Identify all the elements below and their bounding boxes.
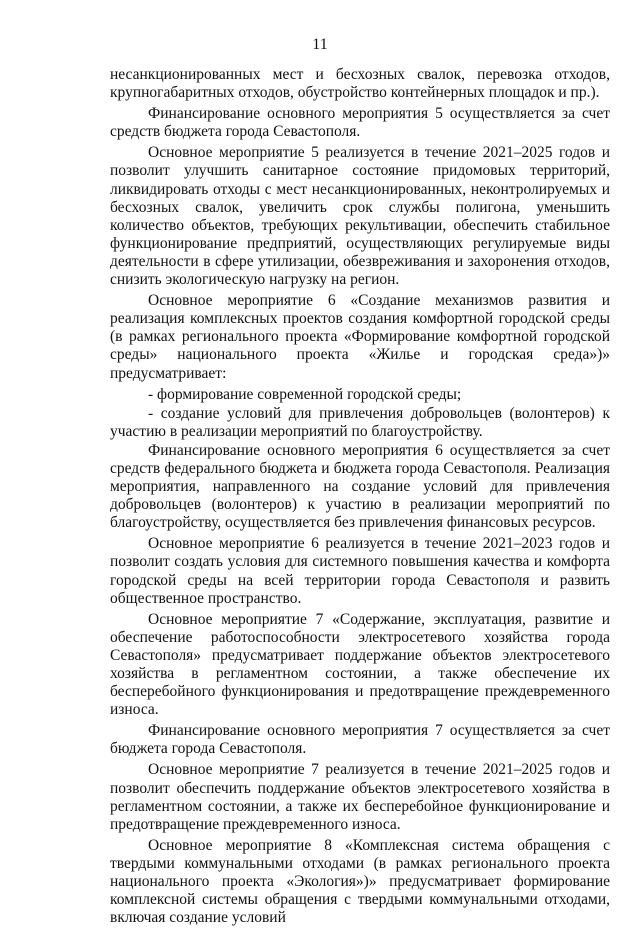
paragraph-continuation: несанкционированных мест и бесхозных свалок, перевозка отходов, крупногабаритных отходов, обустройство контейнерных площадок и пр.). (110, 66, 610, 102)
page-number: 11 (312, 36, 328, 53)
paragraph-measure-8-intro: Основное мероприятие 8 «Комплексная система обращения с твердыми коммунальными отходами (в рамках регионального проекта национального проекта «Экология»)» предусматривает формирование комплексной системы обращения с твердыми коммунальными отходами, включая создание условий (110, 836, 610, 927)
paragraph-measure-6-effects: Основное мероприятие 6 реализуется в течение 2021–2023 годов и позволит создать условия для системного повышения качества и комфорта городской среды на всей территории города Севастополя и развить общественное пространство. (110, 535, 610, 607)
list-item: - создание условий для привлечения добровольцев (волонтеров) к участию в реализации мероприятий по благоустройству. (110, 404, 610, 440)
list-item: - формирование современной городской среды; (148, 385, 462, 403)
paragraph-measure-7-intro: Основное мероприятие 7 «Содержание, эксплуатация, развитие и обеспечение работоспособности электросетевого хозяйства города Севастополя» предусматривает поддержание объектов электросетевого хозяйства в регламентном состоянии, а также обеспечение их бесперебойного функционирования и предотвращение преждевременного износа. (110, 610, 610, 719)
paragraph-financing-5: Финансирование основного мероприятия 5 осуществляется за счет средств бюджета города Севастополя. (110, 105, 610, 141)
paragraph-measure-7-effects: Основное мероприятие 7 реализуется в течение 2021–2025 годов и позволит обеспечить поддержание объектов электросетевого хозяйства в регламентном состоянии, а также их бесперебойное функционирование и предотвращение преждевременного износа. (110, 761, 610, 833)
paragraph-financing-6: Финансирование основного мероприятия 6 осуществляется за счет средств федерального бюджета и бюджета города Севастополя. Реализация мероприятия, направленного на создание условий для привлечения добровольцев (волонтеров) к участию в реализации мероприятий по благоустройству, осуществляется без привлечения финансовых ресурсов. (110, 441, 610, 532)
paragraph-measure-5-effects: Основное мероприятие 5 реализуется в течение 2021–2025 годов и позволит улучшить санитарное состояние придомовых территорий, ликвидировать отходы с мест несанкционированных, неконтролируемых и бесхозных свалок, увеличить срок службы полигона, уменьшить количество объектов, требующих рекультивации, обеспечить стабильное функционирование предприятий, осуществляющих регулируемые виды деятельности в сфере утилизации, обезвреживания и захоронения отходов, снизить экологическую нагрузку на регион. (110, 144, 610, 289)
paragraph-measure-6-intro: Основное мероприятие 6 «Создание механизмов развития и реализация комплексных проектов создания комфортной городской среды (в рамках регионального проекта «Формирование комфортной городской среды» национального проекта «Жилье и городская среда»)» предусматривает: (110, 292, 610, 382)
document-body (110, 66, 610, 930)
paragraph-financing-7: Финансирование основного мероприятия 7 осуществляется за счет бюджета города Севастополя. (110, 722, 610, 758)
